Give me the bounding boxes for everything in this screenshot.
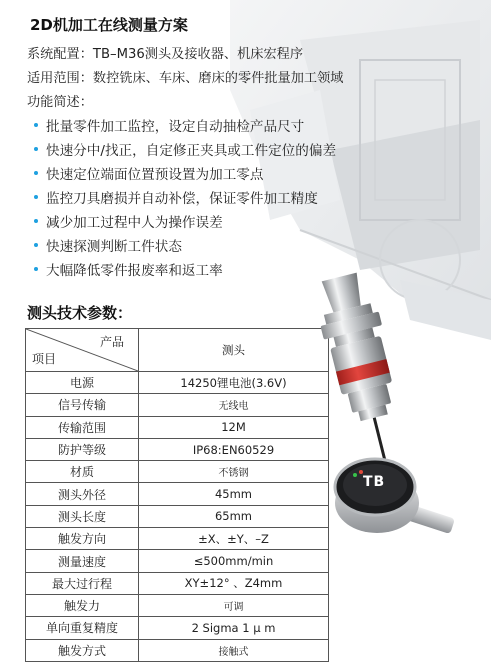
- function-heading: 功能简述：: [27, 95, 93, 110]
- row-value: ≤500mm/min: [139, 550, 329, 572]
- row-value: IP68:EN60529: [139, 438, 329, 460]
- bullet-dot-icon: [34, 171, 38, 175]
- feature-item: 快速探测判断工件状态: [34, 235, 182, 255]
- row-value: 接触式: [139, 639, 329, 661]
- header-diagonal-cell: [26, 329, 139, 372]
- table-row: [26, 572, 329, 594]
- table-row: [26, 394, 329, 416]
- feature-item: 大幅降低零件报废率和返工率: [34, 259, 223, 279]
- row-key: 防护等级: [26, 438, 139, 460]
- row-key: 测头长度: [26, 505, 139, 527]
- row-key: 信号传输: [26, 394, 139, 416]
- row-key: 材质: [26, 461, 139, 483]
- row-value: 65mm: [139, 505, 329, 527]
- table-row: [26, 528, 329, 550]
- receiver-logo: TB: [363, 474, 386, 490]
- row-key: 触发方式: [26, 639, 139, 661]
- table-row: [26, 639, 329, 661]
- row-key: 触发方向: [26, 528, 139, 550]
- bullet-dot-icon: [34, 195, 38, 199]
- row-value: XY±12° 、Z4mm: [139, 572, 329, 594]
- row-value: 14250锂电池(3.6V): [139, 372, 329, 394]
- row-key: 测头外径: [26, 483, 139, 505]
- table-row: [26, 416, 329, 438]
- row-value: 可调: [139, 594, 329, 616]
- scope-line: 适用范围：数控铣床、车床、磨床的零件批量加工领域: [27, 71, 344, 86]
- feature-item: 监控刀具磨损并自动补偿，保证零件加工精度: [34, 187, 318, 207]
- table-row: [26, 461, 329, 483]
- table-row: [26, 483, 329, 505]
- row-key: 最大过行程: [26, 572, 139, 594]
- row-value: 45mm: [139, 483, 329, 505]
- table-row: [26, 438, 329, 460]
- header-item-label: 项目: [32, 352, 57, 366]
- feature-item: 快速定位端面位置预设置为加工零点: [34, 163, 264, 183]
- bullet-dot-icon: [34, 123, 38, 127]
- table-header-row: [26, 329, 329, 372]
- feature-item: 快速分中/找正，自定修正夹具或工件定位的偏差: [34, 139, 336, 159]
- page-title: 2D机加工在线测量方案: [30, 16, 188, 34]
- row-key: 触发力: [26, 594, 139, 616]
- row-key: 测量速度: [26, 550, 139, 572]
- row-key: 传输范围: [26, 416, 139, 438]
- bullet-dot-icon: [34, 267, 38, 271]
- header-value-label: 测头: [139, 329, 329, 372]
- spec-table: [25, 328, 329, 662]
- table-row: [26, 617, 329, 639]
- table-row: [26, 550, 329, 572]
- bullet-dot-icon: [34, 219, 38, 223]
- bullet-dot-icon: [34, 147, 38, 151]
- row-key: 电源: [26, 372, 139, 394]
- table-row: [26, 505, 329, 527]
- row-value: 不锈钢: [139, 461, 329, 483]
- feature-item: 批量零件加工监控，设定自动抽检产品尺寸: [34, 115, 304, 135]
- spec-section-title: 测头技术参数：: [27, 304, 133, 322]
- table-row: [26, 594, 329, 616]
- row-value: 12M: [139, 416, 329, 438]
- receiver-image: [325, 445, 475, 545]
- bullet-dot-icon: [34, 243, 38, 247]
- table-row: [26, 372, 329, 394]
- row-value: ±X、±Y、–Z: [139, 528, 329, 550]
- system-config-line: 系统配置：TB–M36测头及接收器、机床宏程序: [27, 47, 304, 62]
- header-product-label: 产品: [99, 335, 124, 349]
- row-value: 2 Sigma 1 μ m: [139, 617, 329, 639]
- row-value: 无线电: [139, 394, 329, 416]
- row-key: 单向重复精度: [26, 617, 139, 639]
- feature-item: 减少加工过程中人为操作误差: [34, 211, 223, 231]
